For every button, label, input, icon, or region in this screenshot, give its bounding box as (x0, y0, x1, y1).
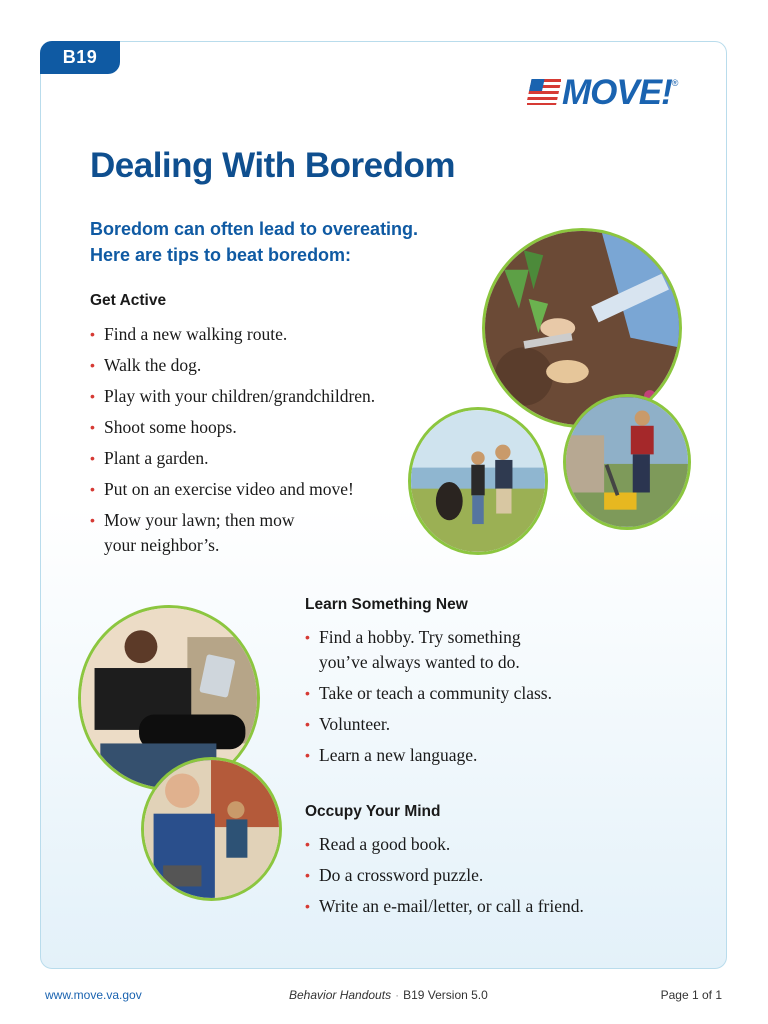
list-item-line: you’ve always wanted to do. (319, 652, 520, 672)
list-item: • Put on an exercise video and move! (90, 477, 410, 502)
gardening-photo (482, 228, 682, 428)
move-logo (527, 72, 699, 112)
list-item: • Find a new walking route. (90, 322, 410, 347)
list-item-line: Mow your lawn; then mow (104, 510, 295, 530)
list-item (90, 508, 410, 558)
intro-text (90, 216, 418, 268)
list-item-line: your neighbor’s. (104, 535, 220, 555)
get-active-list (90, 322, 410, 558)
library-illustration (144, 760, 279, 898)
footer-page-number: Page 1 of 1 (660, 988, 722, 1002)
footer-version: B19 Version 5.0 (403, 988, 488, 1002)
list-item: • Read a good book. (305, 832, 635, 857)
intro-line-2: Here are tips to beat boredom: (90, 245, 352, 265)
list-item: • Take or teach a community class. (305, 681, 635, 706)
list-item: • Shoot some hoops. (90, 415, 410, 440)
dog-walk-illustration (411, 410, 545, 552)
library-photo (141, 757, 282, 901)
gardening-illustration (485, 231, 679, 425)
us-flag-icon (527, 77, 561, 107)
list-item: • Volunteer. (305, 712, 635, 737)
list-item: • Learn a new language. (305, 743, 635, 768)
list-item: • Walk the dog. (90, 353, 410, 378)
mowing-photo (563, 394, 691, 530)
intro-line-1: Boredom can often lead to overeating. (90, 219, 419, 239)
list-item: • Write an e-mail/letter, or call a friend. (305, 894, 635, 919)
section-heading-learn-new: Learn Something New (305, 596, 468, 613)
list-item (305, 625, 635, 675)
list-item: • Plant a garden. (90, 446, 410, 471)
learn-new-list (305, 625, 635, 768)
section-heading-get-active: Get Active (90, 292, 167, 309)
page-title: Dealing With Boredom (90, 146, 455, 185)
list-item-line: Find a hobby. Try something (319, 627, 521, 647)
list-item: • Play with your children/grandchildren. (90, 384, 410, 409)
list-item: • Do a crossword puzzle. (305, 863, 635, 888)
footer-series-name: Behavior Handouts (289, 988, 392, 1002)
dog-walk-photo (408, 407, 548, 555)
handout-code-tab: B19 (40, 41, 120, 74)
registered-mark: ® (671, 78, 679, 88)
footer-series (289, 988, 488, 1002)
logo-wordmark: MOVE! (562, 72, 672, 112)
mowing-illustration (566, 397, 688, 527)
occupy-mind-list (305, 832, 635, 919)
footer-url-link[interactable]: www.move.va.gov (45, 988, 142, 1002)
section-heading-occupy-mind: Occupy Your Mind (305, 803, 441, 820)
footer-separator: · (395, 988, 400, 1002)
